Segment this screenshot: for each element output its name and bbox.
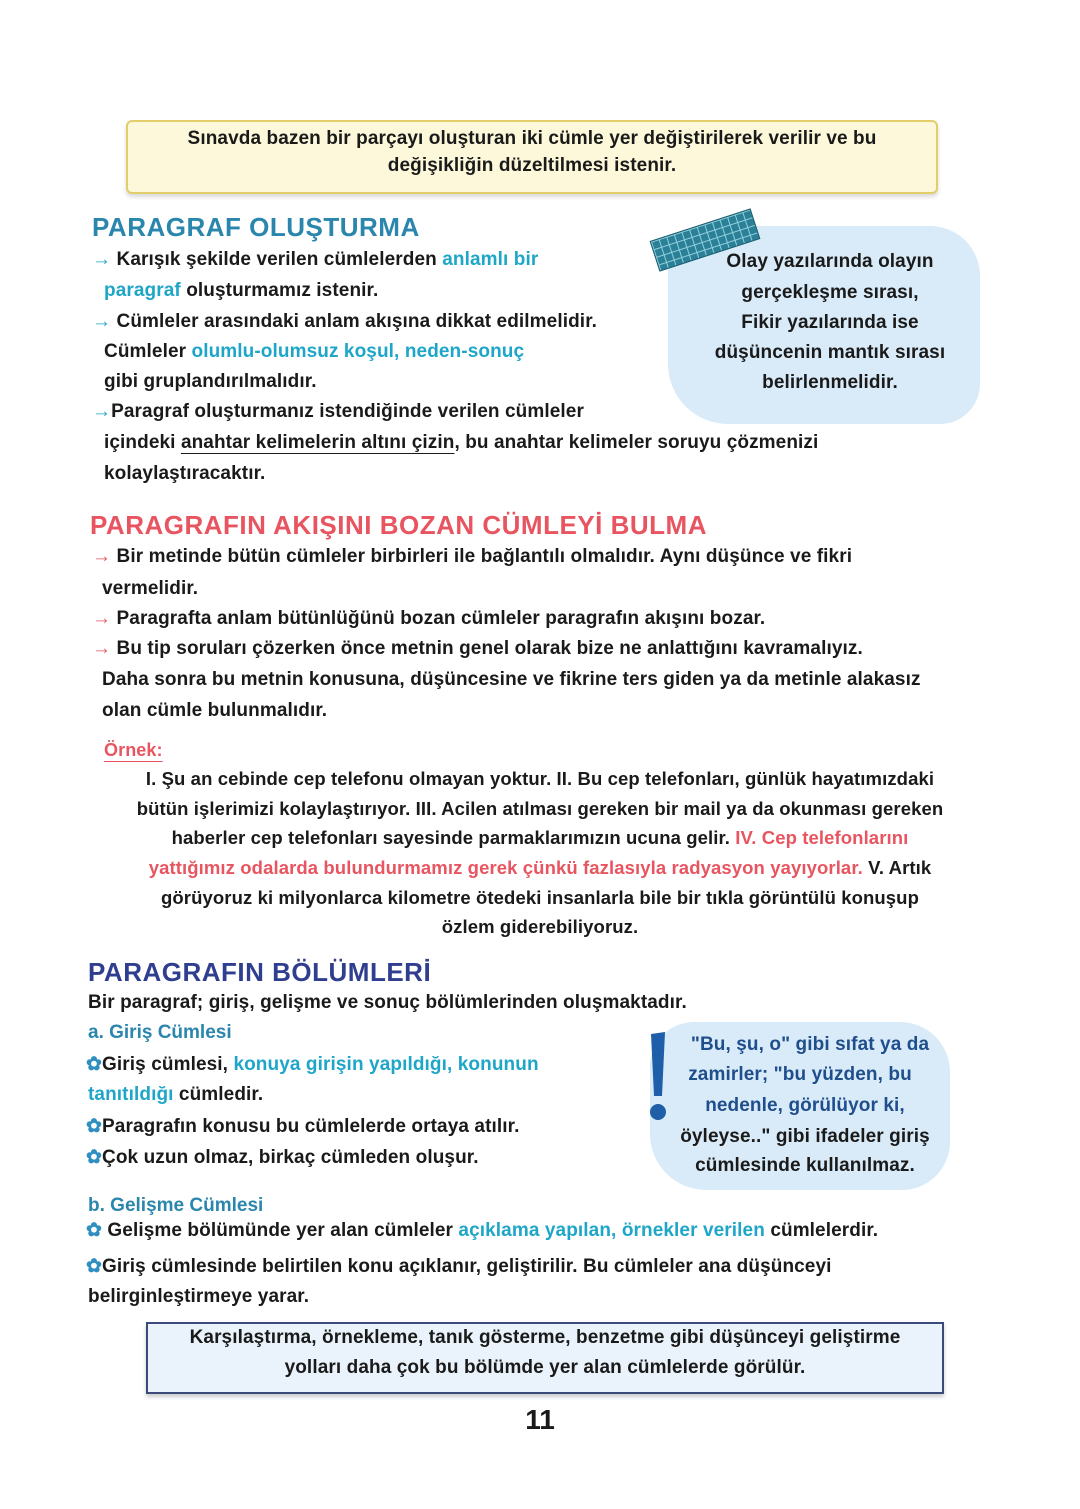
example-line: yattığımız odalarda bulundurmamız gerek çünkü fazlasıyla radyasyon yayıyorlar. V. Artık bbox=[148, 857, 932, 878]
flower-bullet-icon: ✿ bbox=[86, 1147, 103, 1168]
tip-line: belirlenmelidir. bbox=[762, 372, 898, 393]
flower-bullet-icon: ✿ bbox=[86, 1116, 103, 1137]
arrow-icon: → bbox=[92, 249, 112, 270]
warning-line: zamirler; "bu yüzden, bu bbox=[688, 1064, 912, 1085]
warning-line: "Bu, şu, o" gibi sıfat ya da bbox=[690, 1034, 930, 1055]
section-title-paragraf-olusturma: PARAGRAF OLUŞTURMA bbox=[92, 212, 420, 242]
tip-line: Fikir yazılarında ise bbox=[741, 312, 919, 333]
exclamation-icon bbox=[648, 1030, 668, 1122]
tip-line: Olay yazılarında olayın bbox=[726, 251, 934, 272]
tip-line: düşüncenin mantık sırası bbox=[714, 342, 946, 363]
section-title-akis: PARAGRAFIN AKIŞINI BOZAN CÜMLEYİ BULMA bbox=[90, 510, 707, 540]
text-line: ✿Paragrafın konusu bu cümlelerde ortaya atılır. bbox=[86, 1116, 520, 1137]
flower-bullet-icon: ✿ bbox=[86, 1054, 103, 1075]
arrow-icon: → bbox=[92, 311, 112, 332]
example-line: haberler cep telefonları sayesinde parmaklarımızın ucuna gelir. IV. Cep telefonlarını bbox=[171, 827, 909, 848]
warning-line: cümlesinde kullanılmaz. bbox=[695, 1155, 915, 1176]
warning-line: nedenle, görülüyor ki, bbox=[705, 1095, 905, 1116]
text-line: → Bu tip soruları çözerken önce metnin genel olarak bize ne anlattığını kavramalıyız. bbox=[92, 638, 863, 659]
arrow-icon: → bbox=[92, 401, 112, 422]
text-line: vermelidir. bbox=[102, 578, 199, 599]
text-line: kolaylaştıracaktır. bbox=[104, 463, 266, 484]
warning-line: öyleyse.." gibi ifadeler giriş bbox=[680, 1126, 930, 1147]
example-line: bütün işlerimizi kolaylaştırıyor. III. Acilen atılması gereken bir mail ya da okunması gereken bbox=[136, 798, 944, 819]
text-line: → Bir metinde bütün cümleler birbirleri ile bağlantılı olmalıdır. Aynı düşünce ve fikri bbox=[92, 546, 853, 567]
subheading-giris: a. Giriş Cümlesi bbox=[88, 1022, 232, 1043]
example-line: I. Şu an cebinde cep telefonu olmayan yoktur. II. Bu cep telefonları, günlük hayatımızdaki bbox=[145, 768, 935, 789]
note-line: değişikliğin düzeltilmesi istenir. bbox=[387, 155, 677, 176]
note-line: Sınavda bazen bir parçayı oluşturan iki cümle yer değiştirilerek verilir ve bu bbox=[187, 128, 877, 149]
example-line: görüyoruz ki milyonlarca kilometre ötedeki insanlarla bile bir tıkla görüntülü konuşup bbox=[160, 887, 919, 908]
text-line: ✿ Gelişme bölümünde yer alan cümleler açıklama yapılan, örnekler verilen cümlelerdir. bbox=[86, 1220, 879, 1241]
example-line: özlem giderebiliyoruz. bbox=[441, 916, 639, 937]
text-line: gibi gruplandırılmalıdır. bbox=[104, 371, 317, 392]
text-line: olan cümle bulunmalıdır. bbox=[102, 700, 328, 721]
text-line: ✿Çok uzun olmaz, birkaç cümleden oluşur. bbox=[86, 1147, 479, 1168]
page-number: 11 bbox=[525, 1404, 555, 1435]
text-line: →Paragraf oluşturmanız istendiğinde verilen cümleler bbox=[92, 401, 584, 422]
example-label: Örnek: bbox=[104, 740, 163, 760]
text-line: içindeki anahtar kelimelerin altını çizin, bu anahtar kelimeler soruyu çözmenizi bbox=[104, 432, 819, 453]
flower-bullet-icon: ✿ bbox=[86, 1220, 103, 1241]
subheading-gelisme: b. Gelişme Cümlesi bbox=[88, 1195, 264, 1216]
text-line: belirginleştirmeye yarar. bbox=[88, 1286, 310, 1307]
text-line: tanıtıldığı cümledir. bbox=[88, 1084, 264, 1105]
section-title-bolumler: PARAGRAFIN BÖLÜMLERİ bbox=[88, 957, 432, 987]
text-line: → Cümleler arasındaki anlam akışına dikkat edilmelidir. bbox=[92, 311, 598, 332]
text-line: paragraf oluşturmamız istenir. bbox=[104, 280, 379, 301]
text-line: Daha sonra bu metnin konusuna, düşüncesine ve fikrine ters giden ya da metinle alakasız bbox=[102, 669, 921, 690]
arrow-icon: → bbox=[92, 608, 112, 629]
highlight-line: yolları daha çok bu bölümde yer alan cümlelerde görülür. bbox=[284, 1357, 806, 1378]
highlight-line: Karşılaştırma, örnekleme, tanık gösterme, benzetme gibi düşünceyi geliştirme bbox=[189, 1327, 901, 1348]
text-line: ✿Giriş cümlesi, konuya girişin yapıldığı, konunun bbox=[86, 1054, 539, 1075]
tip-line: gerçekleşme sırası, bbox=[741, 282, 919, 303]
arrow-icon: → bbox=[92, 546, 112, 567]
text-line: → Karışık şekilde verilen cümlelerden anlamlı bir bbox=[92, 249, 539, 270]
text-line: Cümleler olumlu-olumsuz koşul, neden-sonuç bbox=[104, 341, 525, 362]
text-line: → Paragrafta anlam bütünlüğünü bozan cümleler paragrafın akışını bozar. bbox=[92, 608, 766, 629]
text-line: ✿Giriş cümlesinde belirtilen konu açıklanır, geliştirilir. Bu cümleler ana düşünceyi bbox=[86, 1256, 832, 1277]
arrow-icon: → bbox=[92, 638, 112, 659]
flower-bullet-icon: ✿ bbox=[86, 1256, 103, 1277]
text-line: Bir paragraf; giriş, gelişme ve sonuç bölümlerinden oluşmaktadır. bbox=[88, 992, 687, 1013]
